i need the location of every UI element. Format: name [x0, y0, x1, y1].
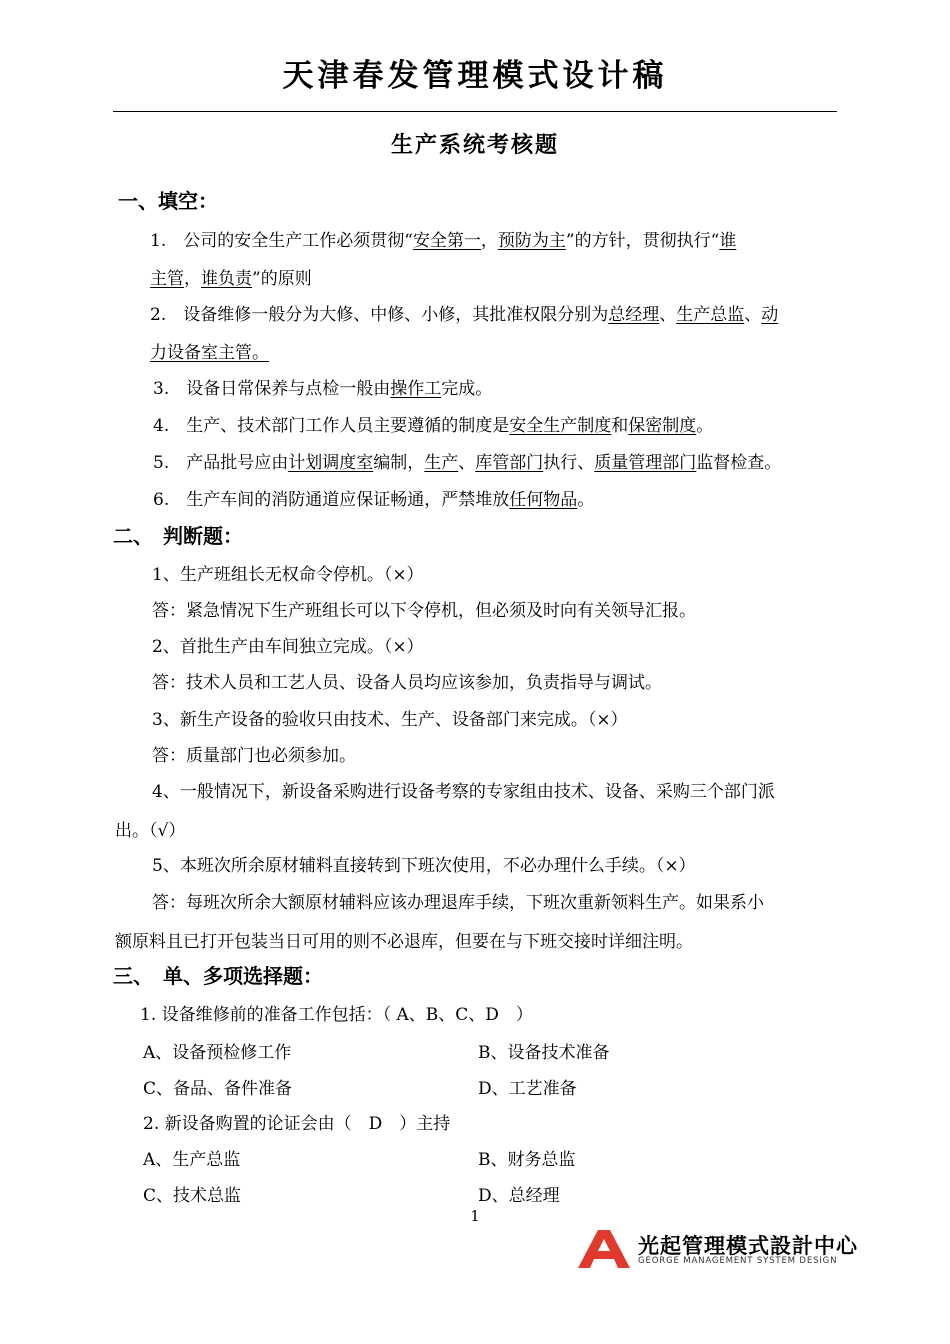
logo-company-subtitle: GEORGE MANAGEMENT SYSTEM DESIGN — [638, 1256, 838, 1266]
choice-q1-option-d: D、工艺准备 — [478, 1079, 577, 1099]
fill-question-1-line-2: 主管，谁负责”的原则 — [150, 269, 312, 289]
title-divider — [113, 111, 837, 112]
choice-q2-option-d: D、总经理 — [478, 1186, 560, 1206]
choice-q1-option-c: C、备品、备件准备 — [143, 1079, 293, 1099]
section-choice-heading: 三、 单、多项选择题： — [113, 964, 323, 988]
company-logo — [576, 1228, 858, 1270]
document-subtitle: 生产系统考核题 — [390, 133, 559, 158]
choice-q2-option-a: A、生产总监 — [143, 1150, 241, 1170]
judge-q4-line-2: 出。（√） — [115, 821, 186, 841]
choice-q2-option-b: B、财务总监 — [478, 1150, 576, 1170]
choice-q1-option-b: B、设备技术准备 — [478, 1043, 610, 1063]
choice-q2-option-c: C、技术总监 — [143, 1186, 242, 1206]
page-number: 1 — [470, 1207, 480, 1225]
fill-question-2-line-2: 力设备室主管。 — [150, 343, 269, 363]
judge-a1: 答：紧急情况下生产班组长可以下令停机，但必须及时向有关领导汇报。 — [152, 601, 696, 621]
judge-q4-line-1: 4、一般情况下，新设备采购进行设备考察的专家组由技术、设备、采购三个部门派 — [152, 782, 775, 802]
judge-q3: 3、新生产设备的验收只由技术、生产、设备部门来完成。（×） — [152, 710, 628, 730]
fill-question-5: 5. 产品批号应由计划调度室编制，生产、库管部门执行、质量管理部门监督检查。 — [153, 453, 782, 473]
fill-question-6: 6. 生产车间的消防通道应保证畅通，严禁堆放任何物品。 — [153, 490, 595, 510]
logo-a-mark-icon — [576, 1229, 632, 1269]
judge-q1: 1、生产班组长无权命令停机。（×） — [152, 565, 424, 585]
fill-question-3: 3. 设备日常保养与点检一般由操作工完成。 — [153, 379, 493, 399]
logo-company-name: 光起管理模式設計中心 — [638, 1234, 858, 1258]
judge-a5-line-1: 答：每班次所余大额原材辅料应该办理退库手续，下班次重新领料生产。如果系小 — [152, 893, 764, 913]
judge-q5: 5、本班次所余原材辅料直接转到下班次使用，不必办理什么手续。（×） — [152, 856, 696, 876]
judge-a5-line-2: 额原料且已打开包装当日可用的则不必退库，但要在与下班交接时详细注明。 — [115, 932, 693, 952]
fill-question-2-line-1: 2. 设备维修一般分为大修、中修、小修，其批准权限分别为总经理、生产总监、动 — [150, 305, 779, 325]
choice-q1-stem: 1. 设备维修前的准备工作包括：（ A、B、C、D ） — [140, 1005, 533, 1025]
section-judgement-heading: 二、 判断题： — [113, 524, 243, 548]
judge-a3: 答：质量部门也必须参加。 — [152, 746, 356, 766]
judge-q2: 2、首批生产由车间独立完成。（×） — [152, 637, 424, 657]
document-title: 天津春发管理模式设计稿 — [282, 58, 668, 94]
choice-q2-stem: 2. 新设备购置的论证会由（ D ）主持 — [143, 1114, 451, 1134]
section-fill-in-heading: 一、填空： — [118, 189, 218, 213]
judge-a2: 答：技术人员和工艺人员、设备人员均应该参加，负责指导与调试。 — [152, 673, 662, 693]
fill-question-1-line-1: 1. 公司的安全生产工作必须贯彻“安全第一，预防为主”的方针，贯彻执行“谁 — [150, 231, 737, 251]
choice-q1-option-a: A、设备预检修工作 — [143, 1043, 292, 1063]
fill-question-4: 4. 生产、技术部门工作人员主要遵循的制度是安全生产制度和保密制度。 — [153, 416, 714, 436]
